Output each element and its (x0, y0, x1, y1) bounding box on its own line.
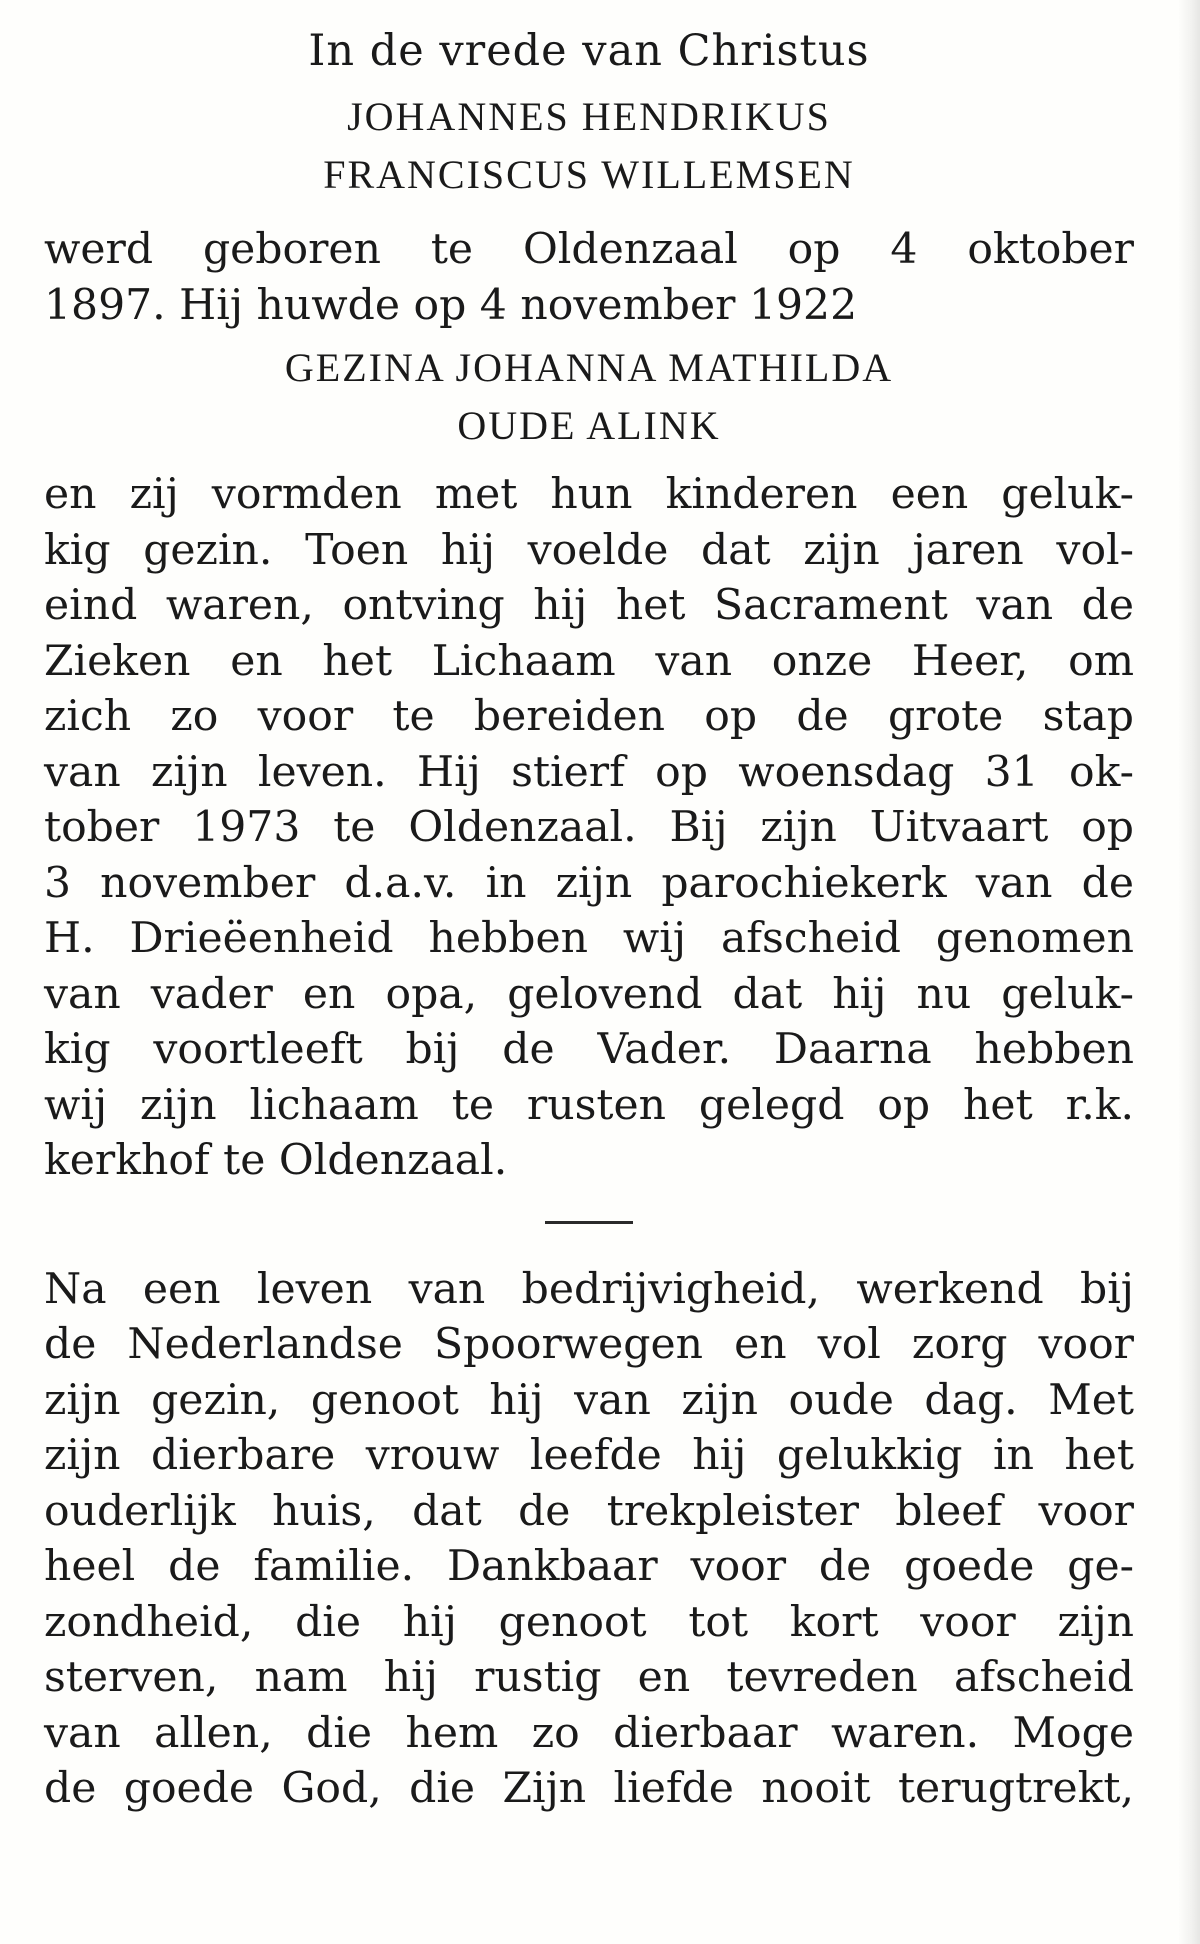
text-line: kig gezin. Toen hij voelde dat zijn jaren vol- (44, 525, 1134, 575)
spouse-line-2: OUDE ALINK (457, 403, 721, 448)
text-line: 1897. Hij huwde op 4 november 1922 (44, 280, 858, 330)
text-line: 3 november d.a.v. in zijn parochiekerk van de (44, 858, 1134, 908)
text-line: zich zo voor te bereiden op de grote stap (44, 692, 1134, 741)
text-line: de Nederlandse Spoorwegen en vol zorg voor (44, 1320, 1134, 1369)
text-line: wij zijn lichaam te rusten gelegd op het r.k. (44, 1080, 1134, 1130)
text-line: de goede God, die Zijn liefde nooit terugtrekt, (44, 1764, 1134, 1813)
text-line: kerkhof te Oldenzaal. (44, 1136, 508, 1185)
section-divider (545, 1221, 633, 1224)
card-edge-shadow (1178, 0, 1200, 1944)
text-line: ouderlijk huis, dat de trekpleister bleef voor (44, 1486, 1134, 1536)
name-line-1: JOHANNES HENDRIKUS (347, 94, 831, 139)
name-line-2: FRANCISCUS WILLEMSEN (323, 152, 855, 197)
birth-text (44, 222, 1134, 333)
text-line: van allen, die hem zo dierbaar waren. Moge (44, 1708, 1134, 1758)
text-line: H. Drieëenheid hebben wij afscheid genomen (44, 914, 1134, 963)
text-line: kig voortleeft bij de Vader. Daarna hebben (44, 1025, 1134, 1074)
text-line: tober 1973 te Oldenzaal. Bij zijn Uitvaart op (44, 803, 1134, 852)
paragraph-2 (44, 1262, 1134, 1817)
spouse-line-1: GEZINA JOHANNA MATHILDA (284, 345, 894, 390)
text-line: Na een leven van bedrijvigheid, werkend bij (44, 1264, 1134, 1314)
text-line: van vader en opa, gelovend dat hij nu geluk- (44, 969, 1134, 1019)
paragraph-1 (44, 467, 1134, 1189)
text-line: Zieken en het Lichaam van onze Heer, om (44, 636, 1134, 686)
text-line: heel de familie. Dankbaar voor de goede ge- (44, 1542, 1134, 1591)
text-line: van zijn leven. Hij stierf op woensdag 31 ok- (44, 747, 1134, 797)
text-line: en zij vormden met hun kinderen een geluk- (44, 470, 1134, 519)
text-line: werd geboren te Oldenzaal op 4 oktober (44, 225, 1134, 274)
text-line: zondheid, die hij genoot tot kort voor zijn (44, 1597, 1134, 1647)
card-content (44, 20, 1134, 1817)
text-line: zijn dierbare vrouw leefde hij gelukkig in het (44, 1431, 1134, 1480)
greeting: In de vrede van Christus (308, 26, 870, 76)
text-line: sterven, nam hij rustig en tevreden afscheid (44, 1653, 1134, 1702)
text-line: zijn gezin, genoot hij van zijn oude dag. Met (44, 1375, 1134, 1425)
text-line: eind waren, ontving hij het Sacrament van de (44, 581, 1134, 630)
